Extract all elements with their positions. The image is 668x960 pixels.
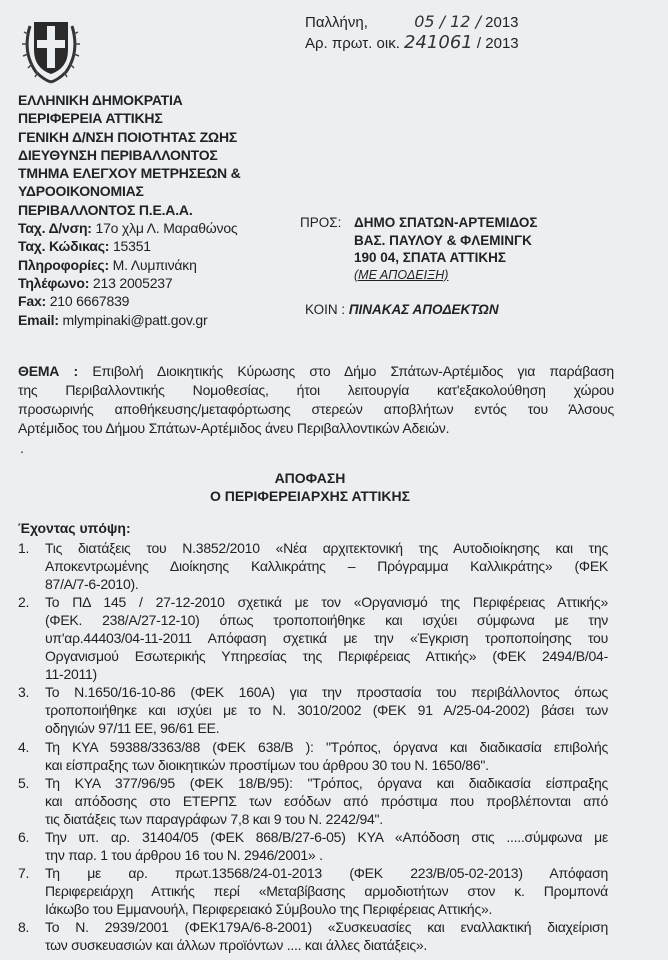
contact-phone: Τηλέφωνο: 213 2005237	[18, 274, 173, 291]
sender-header	[18, 91, 241, 329]
contact-email: Email: mlympinaki@patt.gov.gr	[18, 311, 208, 328]
place-label: Παλλήνη,	[305, 14, 368, 31]
list-item	[18, 864, 608, 918]
item-line: τις διατάξεις των παραγράφων 7,8 και 9 του Ν. 2242/94".	[45, 810, 383, 827]
item-text	[45, 683, 608, 737]
item-line: Την υπ. αρ. 31404/05 (ΦΕΚ 868/Β/27-6-05) ΚΥΑ «Απόδοση στις .....σύμφωνα με	[45, 828, 608, 845]
cc-block	[305, 302, 499, 317]
subject-label: ΘΕΜΑ :	[18, 363, 78, 379]
contact-info-person: Πληροφορίες: Μ. Λυμπινάκη	[18, 256, 197, 273]
recipient-line: ΔΗΜΟ ΣΠΑΤΩΝ-ΑΡΤΕΜΙΔΟΣ	[354, 215, 538, 230]
cc-value: ΠΙΝΑΚΑΣ ΑΠΟΔΕΚΤΩΝ	[348, 302, 499, 317]
contact-fax: Fax: 210 6667839	[18, 293, 130, 310]
item-line: Τη ΚΥΑ 59388/3363/88 (ΦΕΚ 638/Β ): "Τρόπος, όργανα και διαδικασία επιβολής	[45, 738, 608, 755]
considerations-list	[18, 539, 608, 954]
subject-block	[18, 362, 614, 438]
protocol-label: Αρ. πρωτ. οικ.	[305, 35, 400, 52]
stray-dot: .	[20, 440, 24, 456]
list-item	[18, 918, 608, 954]
list-item	[18, 774, 608, 828]
header-line: ΔΙΕΥΘΥΝΣΗ ΠΕΡΙΒΑΛΛΟΝΤΟΣ	[18, 146, 218, 163]
item-text	[45, 918, 608, 954]
subject-line: Αρτέμιδος του Δήμου Σπάτων-Αρτέμιδος άνευ Περιβαλλοντικών Αδειών.	[18, 420, 450, 436]
item-line: και είσπραξης των διοικητικών προστίμων του άρθρου 30 του Ν. 1650/86".	[45, 756, 489, 773]
recipient-line: 190 04, ΣΠΑΤΑ ΑΤΤΙΚΗΣ	[354, 250, 506, 265]
item-line: Το ΠΔ 145 / 27-12-2010 σχετικά με τον «Οργανισμό της Περιφέρειας Αττικής»	[45, 594, 608, 611]
item-number: 7.	[18, 864, 30, 881]
decision-subtitle: Ο ΠΕΡΙΦΕΡΕΙΑΡΧΗΣ ΑΤΤΙΚΗΣ	[209, 488, 411, 504]
list-item	[18, 828, 608, 864]
item-number: 4.	[18, 738, 30, 755]
protocol-year: / 2013	[476, 35, 519, 52]
list-item	[18, 738, 608, 774]
item-number: 6.	[18, 828, 30, 845]
cc-label: ΚΟΙΝ :	[305, 302, 346, 317]
recipient-note: (ΜΕ ΑΠΟΔΕΙΞΗ)	[354, 267, 449, 282]
item-text	[45, 738, 608, 774]
item-line: Το Ν. 2939/2001 (ΦΕΚ179Α/6-8-2001) «Συσκευασίες και εναλλακτική διαχείριση	[45, 918, 608, 935]
decision-title: ΑΠΟΦΑΣΗ	[274, 470, 346, 486]
item-line: τροποποιήθηκε και ισχύει με το Ν. 3010/2002 (ΦΕΚ 91 Α/25-04-2002) βάσει των	[45, 702, 608, 719]
recipient-line: ΒΑΣ. ΠΑΥΛΟΥ & ΦΛΕΜΙΝΓΚ	[354, 232, 532, 248]
item-line: υπ'αρ.44403/04-11-2011 Απόφαση σχετικά με την «Έγκριση τροποποίησης του	[45, 630, 608, 647]
header-line: ΤΜΗΜΑ ΕΛΕΓΧΟΥ ΜΕΤΡΗΣΕΩΝ &	[18, 165, 241, 182]
item-text	[45, 774, 608, 828]
date-line	[305, 12, 519, 33]
item-number: 2.	[18, 594, 30, 611]
header-line: ΥΔΡΟΟΙΚΟΝΟΜΙΑΣ	[18, 183, 144, 200]
item-line: 87/Α/7-6-2010).	[45, 576, 139, 593]
handwritten-date: 05 / 12 /	[414, 12, 481, 31]
list-item	[18, 683, 608, 737]
item-number: 8.	[18, 918, 30, 935]
handwritten-protocol-number: 241061	[404, 32, 473, 53]
item-line: Τη ΚΥΑ 377/96/95 (ΦΕΚ 18/Β/95): "Τρόπος, όργανα και διαδικασία είσπραξης	[45, 774, 608, 791]
item-number: 1.	[18, 540, 30, 556]
item-text	[45, 828, 608, 864]
protocol-line	[305, 33, 519, 54]
item-number: 5.	[18, 774, 30, 791]
having-heading: Έχοντας υπόψη:	[18, 520, 131, 536]
item-line: Αποκεντρωμένης Διοίκησης Καλλικράτης – Πρόγραμμα Καλλικράτης» (ΦΕΚ	[45, 558, 608, 575]
recipient-label: ΠΡΟΣ:	[300, 215, 342, 230]
header-line: ΓΕΝΙΚΗ Δ/ΝΣΗ ΠΟΙΟΤΗΤΑΣ ΖΩΗΣ	[18, 128, 238, 145]
item-text	[45, 593, 608, 683]
item-number: 3.	[18, 684, 30, 701]
recipient-block	[300, 214, 537, 284]
list-item	[18, 539, 608, 593]
item-line: (ΦΕΚ. 238/Α/27-12-10) όπως τροποποιήθηκε και ισχύει σύμφωνα με την	[45, 612, 608, 629]
subject-line: Επιβολή Διοικητικής Κύρωσης στο Δήμο Σπάτων-Αρτέμιδος για παράβαση	[92, 363, 614, 379]
item-text	[45, 539, 608, 593]
item-line: οδηγιών 97/11 ΕΕ, 96/61 ΕΕ.	[45, 720, 220, 737]
item-line: Ιάκωβο του Εμμανουήλ, Περιφερειακό Σύμβουλο της Περιφέρειας Αττικής».	[45, 900, 493, 917]
subject-line: προσωρινής αποθήκευσης/μεταφόρτωσης στερεών αποβλήτων εντός του Άλσους	[18, 401, 614, 417]
item-line: Τη με αρ. πρωτ.13568/24-01-2013 (ΦΕΚ 223/Β/05-02-2013) Απόφαση	[45, 864, 608, 881]
contact-address: Ταχ. Δ/νση: 17ο χλμ Λ. Μαραθώνος	[18, 220, 238, 237]
header-line: ΕΛΛΗΝΙΚΗ ΔΗΜΟΚΡΑΤΙΑ	[18, 92, 183, 108]
item-line: Περιφερειάρχη Αττικής περί «Μεταβίβασης αρμοδιοτήτων στον κ. Προμπονά	[45, 882, 608, 899]
header-line: ΠΕΡΙΒΑΛΛΟΝΤΟΣ Π.Ε.Α.Α.	[18, 201, 193, 218]
list-item	[18, 593, 608, 683]
item-line: των συσκευασιών και άλλων προϊόντων .... και άλλες διατάξεις».	[45, 937, 428, 954]
item-line: 11-2011)	[45, 666, 97, 683]
date-year: 2013	[485, 14, 519, 31]
subject-line: της Περιβαλλοντικής Νομοθεσίας, ήτοι λειτουργία κατ'εξακολούθηση χώρου	[18, 382, 614, 398]
item-line: Τις διατάξεις του Ν.3852/2010 «Νέα αρχιτεκτονική της Αυτοδιοίκησης και της	[45, 540, 608, 556]
header-line: ΠΕΡΙΦΕΡΕΙΑ ΑΤΤΙΚΗΣ	[18, 110, 163, 127]
item-line: και απόδοσης στο ΕΤΕΡΠΣ των εσόδων από πρόστιμα που προβλέπονται από	[45, 792, 608, 809]
contact-postcode: Ταχ. Κώδικας: 15351	[18, 238, 151, 255]
item-line: Οργανισμού Εσωτερικής Υπηρεσίας της Περιφέρειας Αττικής» (ΦΕΚ 2494/Β/04-	[45, 648, 608, 665]
greek-coat-of-arms-emblem	[22, 12, 80, 89]
item-line: Το Ν.1650/16-10-86 (ΦΕΚ 160Α) για την προστασία του περιβάλλοντος όπως	[45, 684, 608, 701]
item-line: την παρ. 1 του άρθρου 16 του Ν. 2946/2001» .	[45, 846, 323, 863]
date-block	[305, 12, 519, 54]
item-text	[45, 864, 608, 918]
